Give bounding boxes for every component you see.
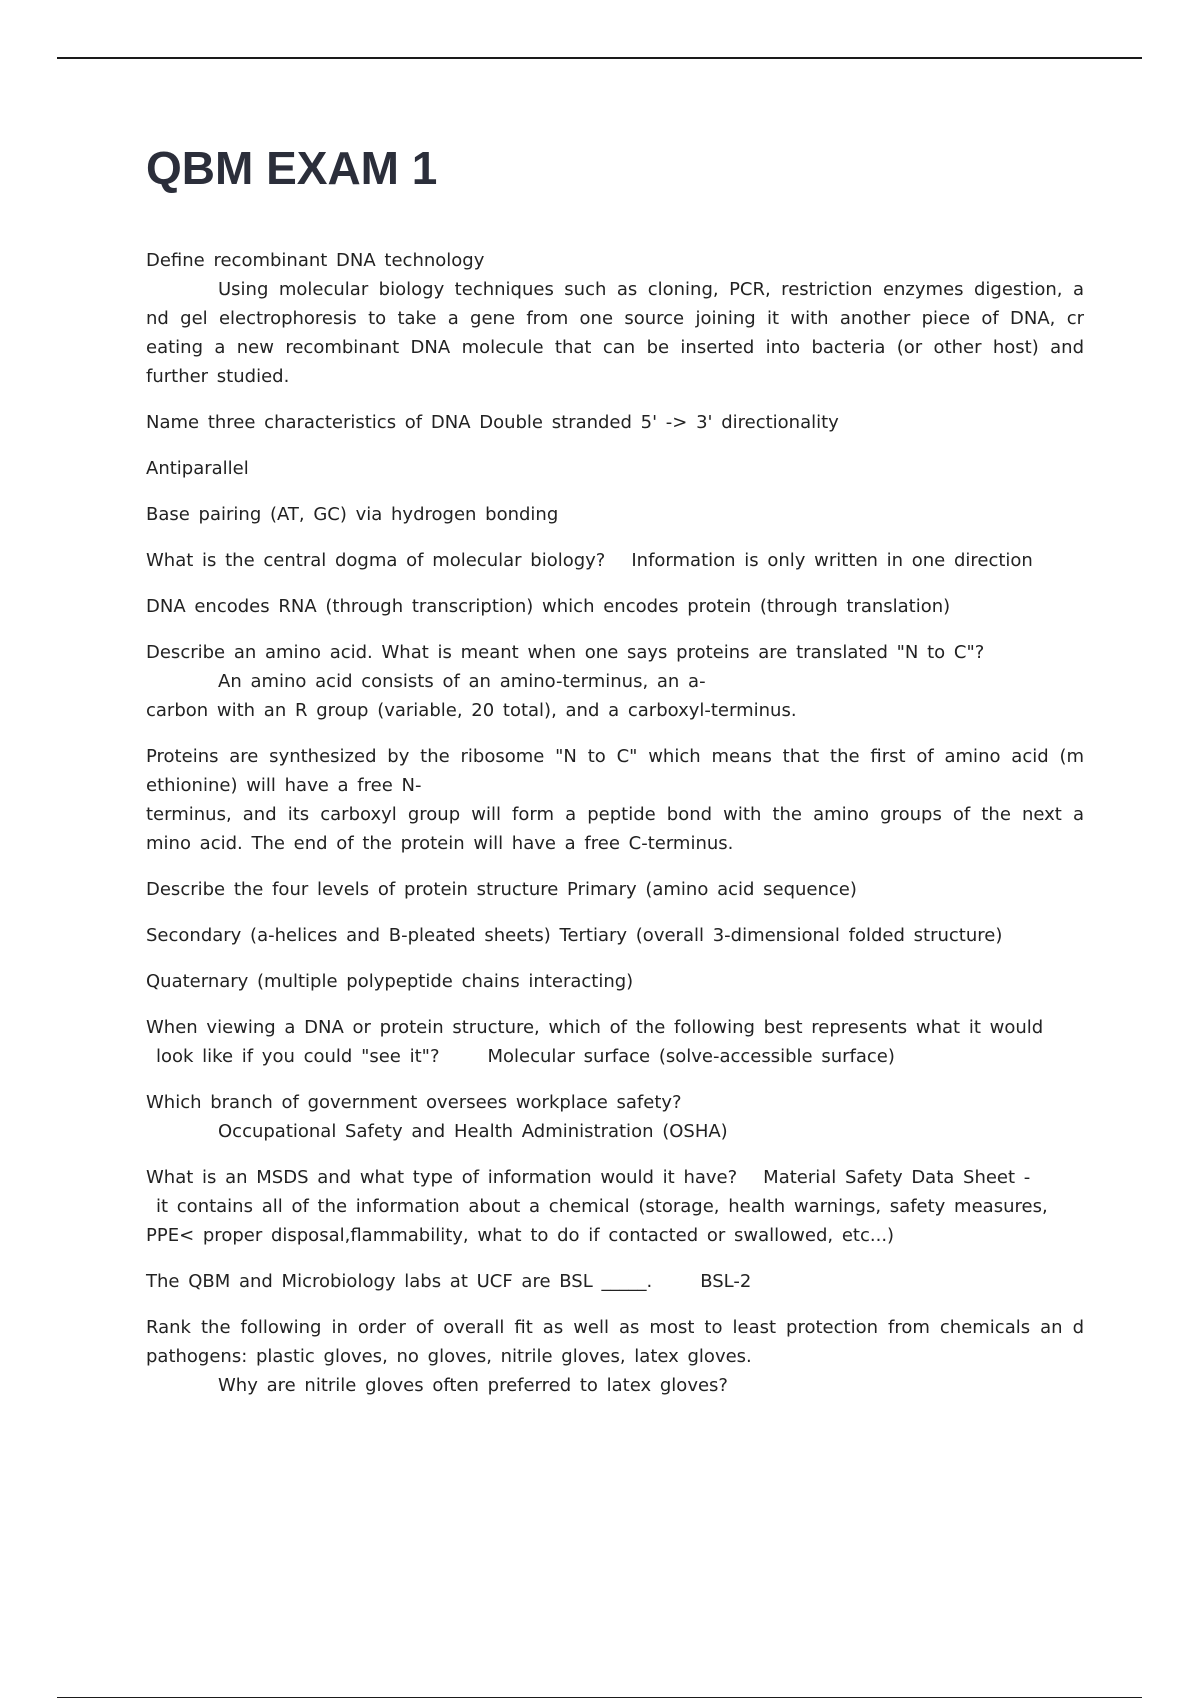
qa-msds — [146, 1163, 1084, 1250]
answer-text: BSL-2 — [700, 1271, 752, 1292]
question-text: Describe an amino acid. What is meant when one says proteins are translated "N to C"? — [146, 642, 985, 663]
question-text: What is the central dogma of molecular biology? — [146, 550, 606, 571]
paragraph-line: terminus, and its carboxyl group will form a peptide bond with the amino groups of the next a mino acid. The end of the protein will have a free C-terminus. — [146, 804, 1084, 854]
paragraph: Name three characteristics of DNA Double stranded 5' -> 3' directionality — [146, 412, 839, 433]
question-text: What is an MSDS and what type of information would it have? — [146, 1167, 738, 1188]
answer-text: Molecular surface (solve-accessible surface) — [487, 1046, 895, 1067]
answer-text: Material Safety Data Sheet - — [763, 1167, 1031, 1188]
qa-osha — [146, 1088, 1084, 1146]
question-text: Define recombinant DNA technology — [146, 250, 485, 271]
paragraph: Quaternary (multiple polypeptide chains interacting) — [146, 971, 634, 992]
paragraph: Base pairing (AT, GC) via hydrogen bonding — [146, 504, 559, 525]
top-rule — [57, 57, 1142, 59]
paragraph-line: Proteins are synthesized by the ribosome "N to C" which means that the first of amino acid (m ethionine) will have a free N- — [146, 746, 1084, 796]
paragraph: Secondary (a-helices and B-pleated sheets) Tertiary (overall 3-dimensional folded structure) — [146, 925, 1003, 946]
paragraph: DNA encodes RNA (through transcription) which encodes protein (through translation) — [146, 596, 951, 617]
qa-molecular-surface — [146, 1013, 1084, 1071]
page-title: QBM EXAM 1 — [146, 142, 438, 194]
document-body — [146, 246, 1084, 1417]
paragraph: Describe the four levels of protein structure Primary (amino acid sequence) — [146, 879, 857, 900]
paragraph-n-to-c — [146, 742, 1084, 858]
paragraph: Antiparallel — [146, 458, 249, 479]
qa-central-dogma — [146, 546, 1084, 575]
question-text: Which branch of government oversees workplace safety? — [146, 1092, 682, 1113]
answer-text: Using molecular biology techniques such as cloning, PCR, restriction enzymes digestion, a nd gel electrophoresis to take a gene from one source joining it with another piece of DNA, cr eating a new recombinant DNA molecule that can be inserted into bacteria (or other host) and further studied. — [146, 279, 1084, 387]
question-text: The QBM and Microbiology labs at UCF are BSL _____. — [146, 1271, 653, 1292]
answer-text: Occupational Safety and Health Administration (OSHA) — [218, 1121, 728, 1142]
qa-recombinant-dna — [146, 246, 1084, 391]
answer-text: carbon with an R group (variable, 20 total), and a carboxyl-terminus. — [146, 700, 797, 721]
answer-text: Information is only written in one direction — [631, 550, 1033, 571]
question-text: look like if you could "see it"? — [156, 1046, 440, 1067]
qa-amino-acid — [146, 638, 1084, 725]
question-text: Rank the following in order of overall fit as well as most to least protection from chemicals an d pathogens: plastic gloves, no gloves, nitrile gloves, latex gloves. — [146, 1317, 1084, 1367]
answer-text: An amino acid consists of an amino-terminus, an a- — [218, 671, 706, 692]
qa-gloves — [146, 1313, 1084, 1400]
answer-text: Why are nitrile gloves often preferred to latex gloves? — [218, 1375, 728, 1396]
answer-text: it contains all of the information about a chemical (storage, health warnings, safety measures, — [156, 1196, 1048, 1217]
qa-bsl — [146, 1267, 1084, 1296]
bottom-rule — [57, 1697, 1142, 1698]
answer-text: PPE< proper disposal,flammability, what to do if contacted or swallowed, etc...) — [146, 1225, 895, 1246]
question-text: When viewing a DNA or protein structure, which of the following best represents what it would — [146, 1017, 1044, 1038]
